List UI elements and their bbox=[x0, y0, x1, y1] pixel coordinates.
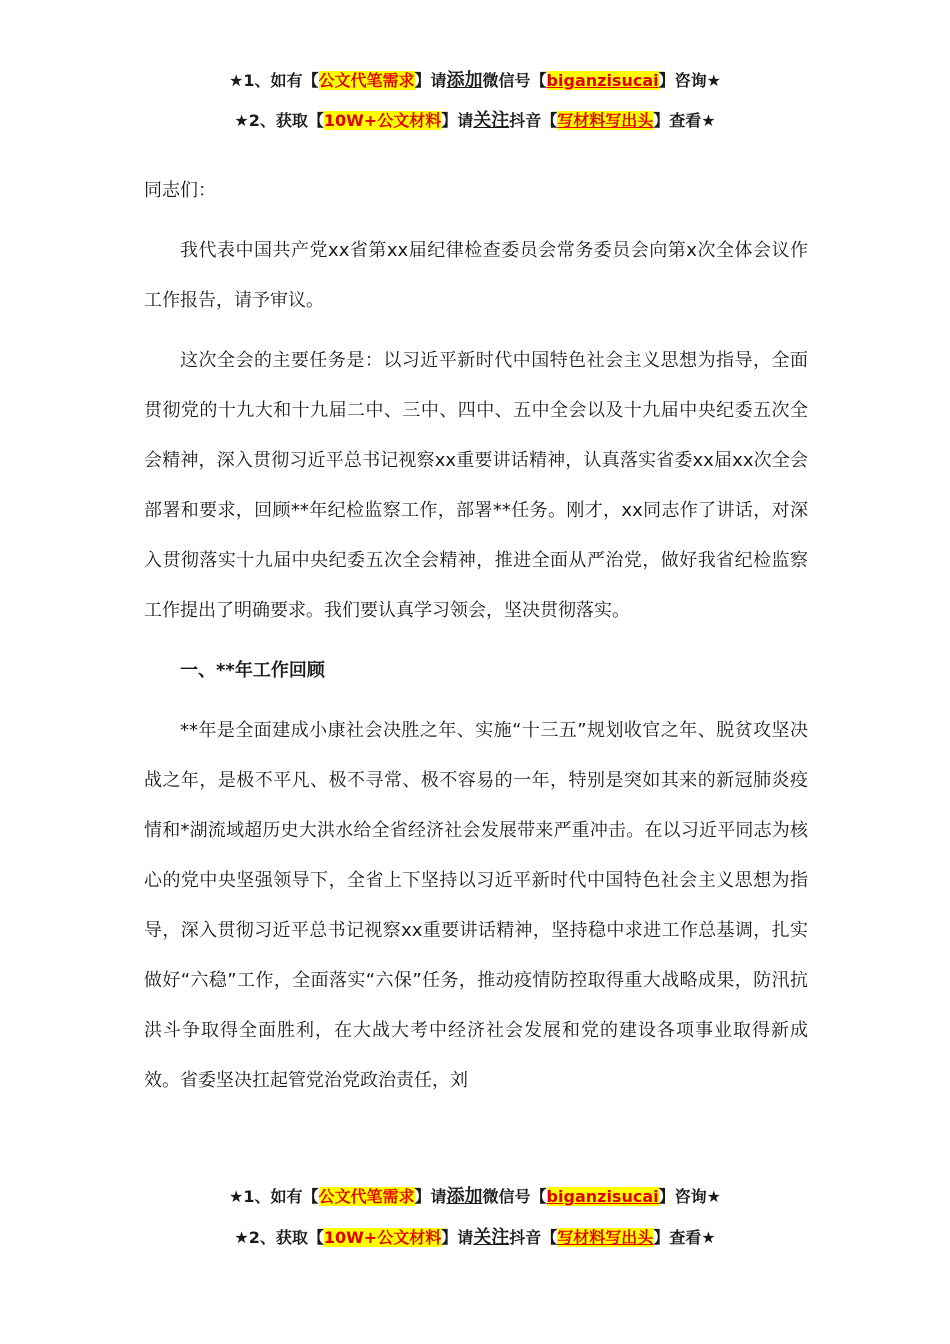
banner-text: ★1、如有【 bbox=[229, 71, 319, 90]
banner-text: 抖音【 bbox=[509, 1228, 558, 1247]
banner-text: 】咨询★ bbox=[658, 1187, 721, 1206]
body-paragraph: 我代表中国共产党xx省第xx届纪律检查委员会常务委员会向第x次全体会议作工作报告，请予审议。 bbox=[144, 240, 808, 311]
document-body bbox=[144, 166, 808, 1116]
banner-text: 】查看★ bbox=[653, 1228, 716, 1247]
banner-wechat-id: biganzisucai bbox=[546, 71, 659, 90]
bottom-banner-line-1 bbox=[0, 1185, 950, 1209]
banner-text: ★1、如有【 bbox=[229, 1187, 319, 1206]
top-banner-line-2 bbox=[0, 109, 950, 133]
banner-emphasis: 添加 bbox=[446, 70, 483, 91]
bottom-banner-line-2 bbox=[0, 1226, 950, 1250]
banner-text: 】请 bbox=[414, 71, 447, 90]
body-paragraph: 这次全会的主要任务是：以习近平新时代中国特色社会主义思想为指导，全面贯彻党的十九大和十九届二中、三中、四中、五中全会以及十九届中央纪委五次全会精神，深入贯彻习近平总书记视察xx重要讲话精神，认真落实省委xx届xx次全会部署和要求，回顾**年纪检监察工作，部署**任务。刚才，xx同志作了讲话，对深入贯彻落实十九届中央纪委五次全会精神，推进全面从严治党，做好我省纪检监察工作提出了明确要求。我们要认真学习领会，坚决贯彻落实。 bbox=[144, 350, 808, 621]
banner-emphasis: 添加 bbox=[446, 1186, 483, 1207]
top-banner-line-1 bbox=[0, 69, 950, 93]
banner-text: ★2、获取【 bbox=[234, 111, 324, 130]
banner-emphasis: 关注 bbox=[473, 1227, 510, 1248]
banner-text: 】请 bbox=[441, 111, 474, 130]
body-paragraph: **年是全面建成小康社会决胜之年、实施“十三五”规划收官之年、脱贫攻坚决战之年，是极不平凡、极不寻常、极不容易的一年，特别是突如其来的新冠肺炎疫情和*湖流域超历史大洪水给全省经济社会发展带来严重冲击。在以习近平同志为核心的党中央坚强领导下，全省上下坚持以习近平新时代中国特色社会主义思想为指导，深入贯彻习近平总书记视察xx重要讲话精神，坚持稳中求进工作总基调，扎实做好“六稳”工作，全面落实“六保”任务，推动疫情防控取得重大战略成果，防汛抗洪斗争取得全面胜利，在大战大考中经济社会发展和党的建设各项事业取得新成效。省委坚决扛起管党治党政治责任，刘 bbox=[144, 720, 808, 1091]
banner-highlight: 公文代笔需求 bbox=[318, 1187, 415, 1206]
banner-douyin-name: 写材料写出头 bbox=[557, 1228, 654, 1247]
banner-wechat-id: biganzisucai bbox=[546, 1187, 659, 1206]
banner-text: 】请 bbox=[414, 1187, 447, 1206]
banner-text: 抖音【 bbox=[509, 111, 558, 130]
salutation: 同志们： bbox=[144, 180, 216, 201]
banner-highlight: 10W+公文材料 bbox=[323, 111, 442, 130]
banner-text: 】咨询★ bbox=[658, 71, 721, 90]
banner-emphasis: 关注 bbox=[473, 110, 510, 131]
banner-highlight: 10W+公文材料 bbox=[323, 1228, 442, 1247]
section-heading: 一、**年工作回顾 bbox=[180, 660, 325, 681]
banner-text: 】请 bbox=[441, 1228, 474, 1247]
banner-text: ★2、获取【 bbox=[234, 1228, 324, 1247]
banner-highlight: 公文代笔需求 bbox=[318, 71, 415, 90]
banner-douyin-name: 写材料写出头 bbox=[557, 111, 654, 130]
banner-text: 】查看★ bbox=[653, 111, 716, 130]
banner-text: 微信号【 bbox=[482, 1187, 547, 1206]
banner-text: 微信号【 bbox=[482, 71, 547, 90]
